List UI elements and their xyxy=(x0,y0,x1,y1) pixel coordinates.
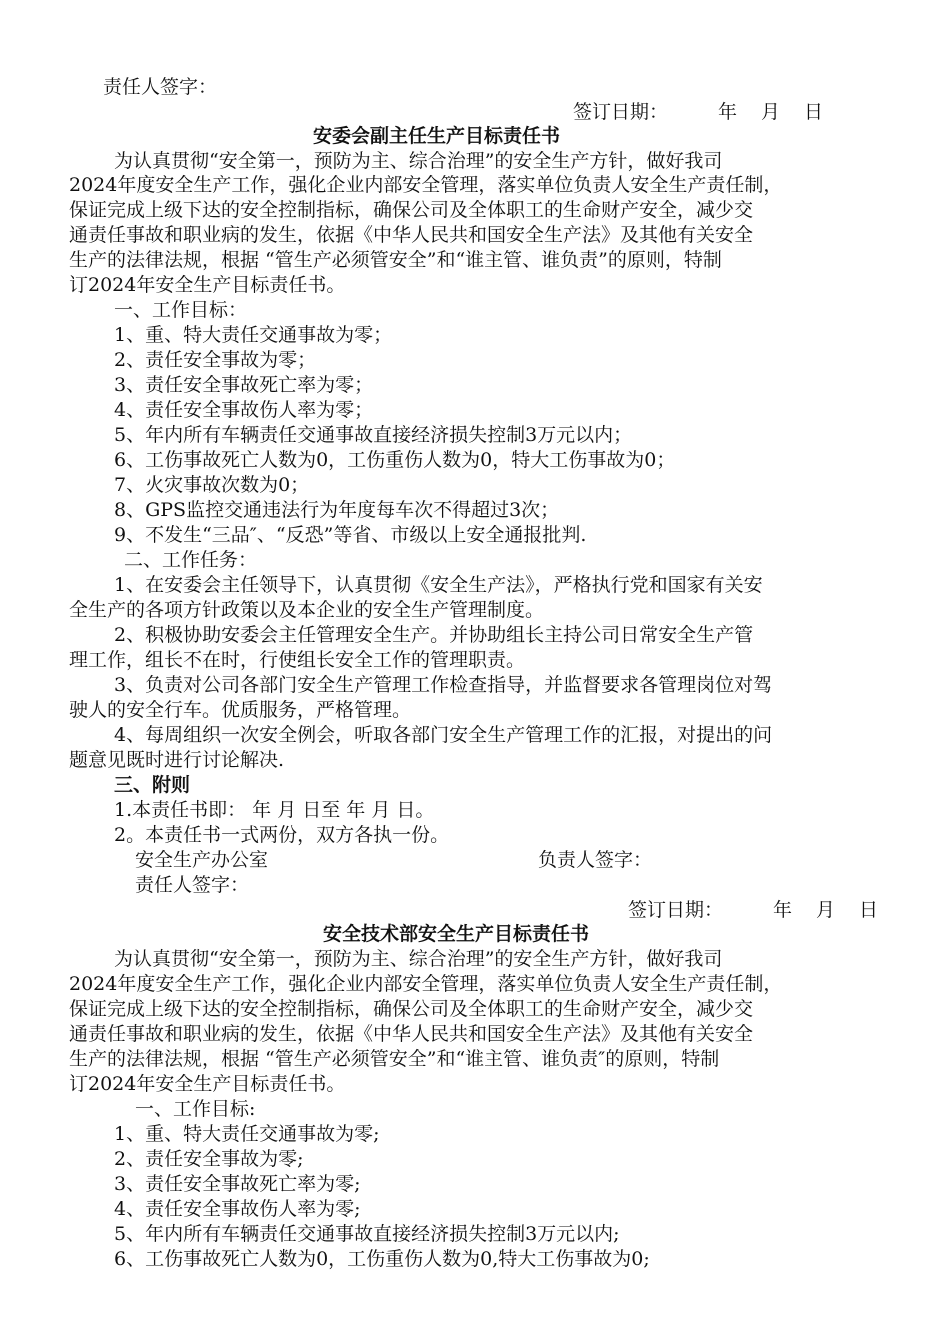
doc1-title: 安委会副主任生产目标责任书 xyxy=(313,125,561,147)
doc1-goal-item: 9、不发生“三品″、“反恐”等省、市级以上安全通报批判. xyxy=(114,524,587,546)
doc2-intro-line: 订2024年安全生产目标责任书。 xyxy=(69,1073,346,1095)
doc2-intro-line: 生产的法律法规，根据 “管生产必须管安全”和“谁主管、谁负责″的原则，特制 xyxy=(69,1048,720,1070)
doc1-appendix-item: 1.本责任书即： 年 月 日至 年 月 日。 xyxy=(114,799,435,821)
doc1-goal-item: 6、工伤事故死亡人数为0，工伤重伤人数为0，特大工伤事故为0； xyxy=(114,449,676,471)
doc2-goal-item: 4、责任安全事故伤人率为零; xyxy=(114,1198,361,1220)
signer-label: 责任人签字： xyxy=(135,874,250,896)
doc1-goal-item: 8、GPS监控交通违法行为年度每车次不得超过3次； xyxy=(114,499,560,521)
doc1-intro-line: 通责任事故和职业病的发生，依据《中华人民共和国安全生产法》及其他有关安全 xyxy=(69,224,754,246)
day-label: 日 xyxy=(804,101,824,123)
month-label: 月 xyxy=(816,899,836,921)
doc2-goal-item: 3、责任安全事故死亡率为零; xyxy=(114,1173,361,1195)
doc2-goal-item: 5、年内所有车辆责任交通事故直接经济损失控制3万元以内; xyxy=(114,1223,620,1245)
doc1-task-line: 理工作，组长不在时，行使组长安全工作的管理职责。 xyxy=(69,649,526,671)
doc1-task-line: 2、积极协助安委会主任管理安全生产。并协助组长主持公司日常安全生产管 xyxy=(114,624,754,646)
doc1-goal-item: 3、责任安全事故死亡率为零； xyxy=(114,374,374,396)
doc1-intro-line: 为认真贯彻“安全第一，预防为主、综合治理”的安全生产方针，做好我司 xyxy=(114,150,723,172)
doc1-task-line: 1、在安委会主任领导下，认真贯彻《安全生产法》，严格执行党和国家有关安 xyxy=(114,574,763,596)
doc1-tasks-heading: 二、工作任务： xyxy=(124,549,258,571)
doc1-appendix-item: 2。本责任书一式两份，双方各执一份。 xyxy=(114,824,450,846)
doc1-task-line: 全生产的各项方针政策以及本企业的安全生产管理制度。 xyxy=(69,599,545,621)
doc2-goals-heading: 一、工作目标: xyxy=(135,1098,256,1120)
doc1-goal-item: 4、责任安全事故伤人率为零； xyxy=(114,399,374,421)
doc1-goals-heading: 一、工作目标： xyxy=(114,299,248,321)
year-label: 年 xyxy=(773,899,793,921)
doc1-task-line: 3、负责对公司各部门安全生产管理工作检查指导，并监督要求各管理岗位对驾 xyxy=(114,674,773,696)
leader-sign-label: 负责人签字： xyxy=(538,849,653,871)
doc2-goal-item: 1、重、特大责任交通事故为零; xyxy=(114,1123,380,1145)
doc2-intro-line: 为认真贯彻“安全第一，预防为主、综合治理”的安全生产方针，做好我司 xyxy=(114,948,723,970)
doc1-goal-item: 1、重、特大责任交通事故为零； xyxy=(114,324,393,346)
sign-date-top xyxy=(573,100,823,124)
year-label: 年 xyxy=(718,101,738,123)
date-label: 签订日期： xyxy=(628,899,724,921)
sign-date xyxy=(628,898,878,922)
doc1-intro-line: 生产的法律法规，根据 “管生产必须管安全”和“谁主管、谁负责”的原则，特制 xyxy=(69,249,722,271)
doc1-intro-line: 2024年度安全生产工作，强化企业内部安全管理，落实单位负责人安全生产责任制， xyxy=(69,174,783,196)
doc2-goal-item: 2、责任安全事故为零; xyxy=(114,1148,304,1170)
signer-label-top: 责任人签字： xyxy=(103,76,218,98)
doc1-task-line: 4、每周组织一次安全例会，听取各部门安全生产管理工作的汇报，对提出的问 xyxy=(114,724,773,746)
doc2-intro-line: 2024年度安全生产工作，强化企业内部安全管理，落实单位负责人安全生产责任制， xyxy=(69,973,783,995)
date-label: 签订日期： xyxy=(573,101,669,123)
doc1-task-line: 题意见既时进行讨论解决. xyxy=(69,749,285,771)
doc2-intro-line: 通责任事故和职业病的发生，依据《中华人民共和国安全生产法》及其他有关安全 xyxy=(69,1023,754,1045)
doc1-goal-item: 7、火灾事故次数为0； xyxy=(114,474,310,496)
doc1-goal-item: 2、责任安全事故为零； xyxy=(114,349,317,371)
doc1-intro-line: 保证完成上级下达的安全控制指标，确保公司及全体职工的生命财产安全，减少交 xyxy=(69,199,754,221)
doc2-title: 安全技术部安全生产目标责任书 xyxy=(323,923,590,945)
doc2-intro-line: 保证完成上级下达的安全控制指标，确保公司及全体职工的生命财产安全，减少交 xyxy=(69,998,754,1020)
doc2-goal-item: 6、工伤事故死亡人数为0，工伤重伤人数为0,特大工伤事故为0; xyxy=(114,1248,650,1270)
doc1-intro-line: 订2024年安全生产目标责任书。 xyxy=(69,274,346,296)
doc1-goal-item: 5、年内所有车辆责任交通事故直接经济损失控制3万元以内； xyxy=(114,424,633,446)
doc1-appendix-heading: 三、附则 xyxy=(114,774,191,796)
day-label: 日 xyxy=(859,899,879,921)
office-label: 安全生产办公室 xyxy=(135,849,269,871)
doc1-task-line: 驶人的安全行车。优质服务，严格管理。 xyxy=(69,699,412,721)
month-label: 月 xyxy=(761,101,781,123)
